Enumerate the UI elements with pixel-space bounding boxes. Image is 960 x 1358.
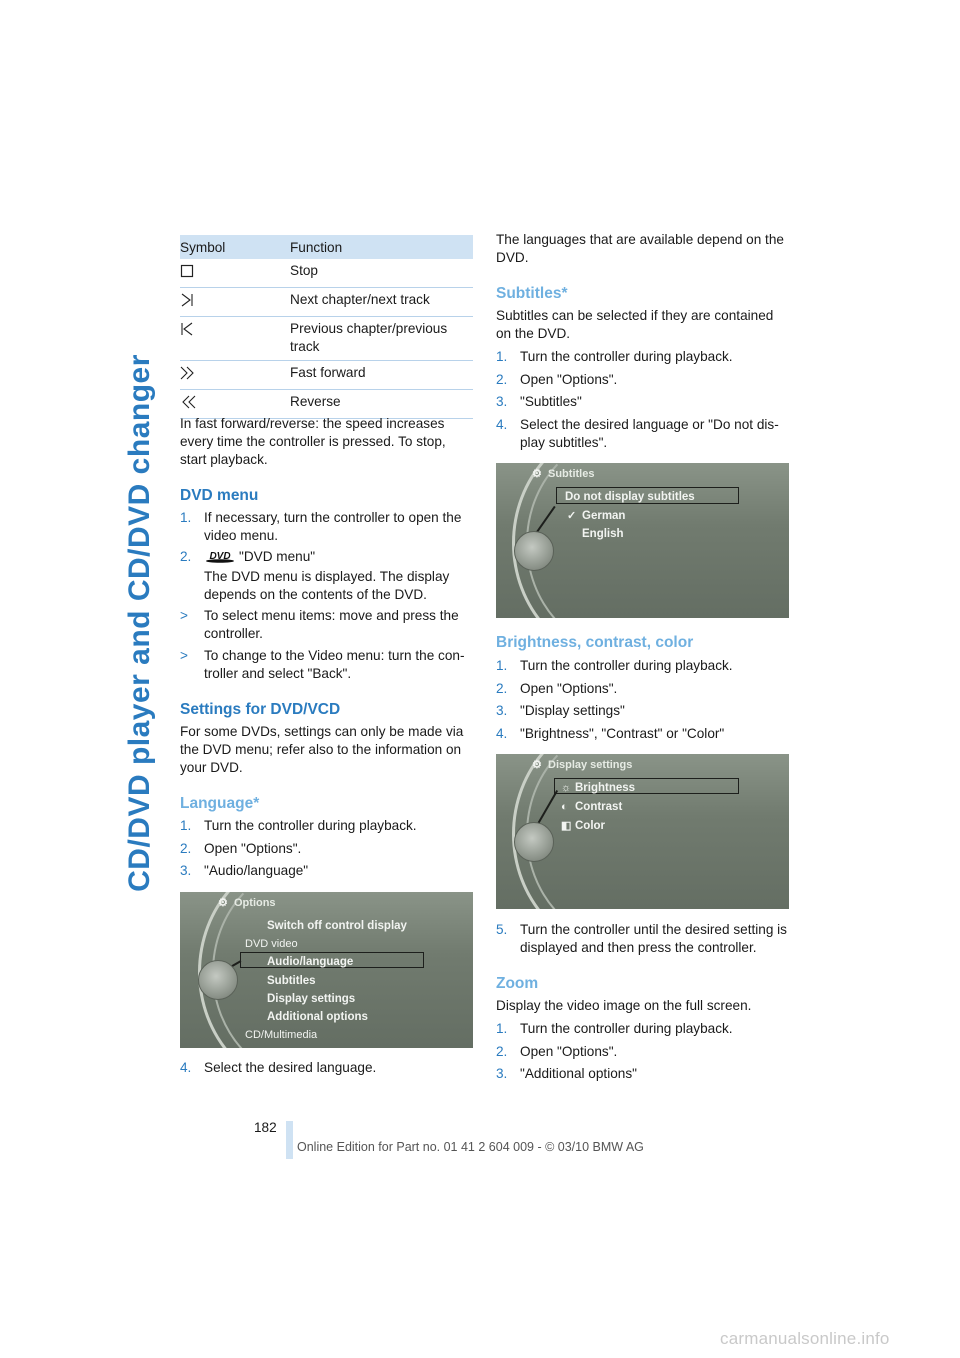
menu-item: Switch off control display bbox=[267, 920, 407, 932]
fast-forward-icon bbox=[180, 366, 196, 380]
controller-knob bbox=[198, 960, 238, 1000]
menu-item: Subtitles bbox=[267, 975, 316, 987]
display-settings-screenshot bbox=[496, 754, 789, 909]
step-text: Turn the controller during playback. bbox=[520, 658, 733, 673]
step-number: 2. bbox=[496, 372, 508, 387]
list-item bbox=[496, 680, 789, 698]
brightness-heading: Brightness, contrast, color bbox=[496, 634, 694, 651]
menu-item: Display settings bbox=[267, 993, 356, 1005]
list-item bbox=[496, 348, 789, 366]
subtitles-heading: Subtitles* bbox=[496, 285, 568, 302]
svg-text:DVD: DVD bbox=[209, 551, 231, 562]
list-item bbox=[496, 416, 789, 452]
step-number: 2. bbox=[496, 681, 508, 696]
menu-item: English bbox=[582, 528, 624, 540]
menu-item: Color bbox=[575, 820, 606, 832]
bullet-text: To change to the Video menu: turn the con-troller and select "Back". bbox=[204, 648, 465, 681]
step-text: "Brightness", "Contrast" or "Color" bbox=[520, 726, 725, 741]
page-number: 182 bbox=[254, 1120, 277, 1135]
next-track-icon bbox=[180, 293, 194, 307]
step-number: 1. bbox=[180, 818, 192, 833]
table-cell-function: Next chapter/next track bbox=[290, 288, 473, 317]
table-cell-function: Reverse bbox=[290, 390, 473, 419]
list-item bbox=[180, 1059, 473, 1077]
controller-knob bbox=[514, 531, 554, 571]
menu-item-selected: Audio/language bbox=[267, 956, 354, 968]
bullet-arrow: > bbox=[180, 608, 188, 623]
step-number: 1. bbox=[496, 1021, 508, 1036]
menu-item-selected: Brightness bbox=[575, 782, 636, 794]
contrast-icon: ◐ bbox=[561, 801, 568, 813]
screen-title: Display settings bbox=[548, 759, 633, 771]
step-number: 2. bbox=[496, 1044, 508, 1059]
brightness-icon: ☼ bbox=[561, 782, 572, 794]
step-number: 3. bbox=[496, 394, 508, 409]
settings-text: For some DVDs, settings can only be made via the DVD menu; refer also to the information on your DVD. bbox=[180, 724, 464, 775]
step-text: Open "Options". bbox=[520, 681, 618, 696]
list-item bbox=[496, 371, 789, 389]
footer-bar bbox=[286, 1121, 293, 1159]
step-text: Turn the controller during playback. bbox=[520, 1021, 733, 1036]
list-item bbox=[496, 657, 789, 675]
menu-item: Additional options bbox=[267, 1011, 368, 1023]
step-number: 3. bbox=[496, 703, 508, 718]
list-item bbox=[180, 647, 473, 683]
step-number: 4. bbox=[180, 1060, 192, 1075]
list-item bbox=[180, 840, 473, 858]
step-number: 1. bbox=[180, 510, 192, 525]
list-item bbox=[496, 725, 789, 743]
list-item bbox=[496, 1020, 789, 1038]
step-number: 2. bbox=[180, 549, 192, 564]
step-number: 4. bbox=[496, 726, 508, 741]
settings-icon: ⚙ bbox=[532, 759, 542, 771]
previous-track-icon bbox=[180, 322, 194, 336]
list-item bbox=[496, 921, 789, 957]
table-row bbox=[180, 288, 473, 317]
subtitles-screenshot bbox=[496, 463, 789, 618]
list-item bbox=[180, 607, 473, 643]
step-text: "Subtitles" bbox=[520, 394, 582, 409]
table-cell-symbol bbox=[180, 317, 290, 361]
table-cell-function: Stop bbox=[290, 259, 473, 288]
dvd-menu-heading: DVD menu bbox=[180, 487, 259, 504]
screen-title: Options bbox=[234, 897, 276, 909]
footer-text: Online Edition for Part no. 01 41 2 604 009 - © 03/10 BMW AG bbox=[297, 1140, 644, 1154]
menu-item-selected: Do not display subtitles bbox=[565, 491, 695, 503]
bullet-text: To select menu items: move and press the controller. bbox=[204, 608, 459, 641]
step-text: "Additional options" bbox=[520, 1066, 637, 1081]
language-heading: Language* bbox=[180, 795, 260, 812]
menu-item: DVD video bbox=[245, 938, 298, 950]
table-cell-function: Previous chapter/previous track bbox=[290, 317, 473, 361]
table-cell-symbol bbox=[180, 361, 290, 390]
step-text: If necessary, turn the controller to open the video menu. bbox=[204, 510, 462, 543]
step-number: 2. bbox=[180, 841, 192, 856]
settings-icon: ⚙ bbox=[532, 468, 542, 480]
list-item bbox=[180, 862, 473, 880]
color-icon: ◧ bbox=[561, 820, 572, 832]
options-icon: ⚙ bbox=[218, 897, 228, 909]
table-header-function: Function bbox=[290, 235, 473, 259]
step-text: "Display settings" bbox=[520, 703, 625, 718]
menu-item: CD/Multimedia bbox=[245, 1029, 318, 1041]
zoom-text: Display the video image on the full screen. bbox=[496, 998, 752, 1013]
reverse-icon bbox=[180, 395, 196, 409]
symbol-table bbox=[180, 235, 473, 419]
step-text: Turn the controller during playback. bbox=[520, 349, 733, 364]
dvd-icon bbox=[204, 550, 236, 568]
table-header-row bbox=[180, 235, 473, 259]
step-number: 1. bbox=[496, 349, 508, 364]
menu-item: German bbox=[582, 510, 626, 522]
ff-reverse-text: In fast forward/reverse: the speed increases every time the controller is pressed. To stop, start playback. bbox=[180, 416, 446, 467]
step-text: Turn the controller during playback. bbox=[204, 818, 417, 833]
step-subtext: The DVD menu is displayed. The display depends on the contents of the DVD. bbox=[204, 569, 450, 602]
step-text: Open "Options". bbox=[204, 841, 302, 856]
stop-icon bbox=[180, 264, 194, 278]
table-row bbox=[180, 259, 473, 288]
table-row bbox=[180, 361, 473, 390]
step-text: Open "Options". bbox=[520, 372, 618, 387]
watermark: carmanualsonline.info bbox=[720, 1329, 890, 1348]
step-number: 1. bbox=[496, 658, 508, 673]
screen-title: Subtitles bbox=[548, 468, 595, 480]
table-cell-function: Fast forward bbox=[290, 361, 473, 390]
checkmark-icon: ✓ bbox=[567, 510, 577, 522]
table-cell-symbol bbox=[180, 288, 290, 317]
step-text: "DVD menu" bbox=[239, 549, 316, 564]
bullet-arrow: > bbox=[180, 648, 188, 663]
chapter-side-title-text: CD/DVD player and CD/DVD changer bbox=[123, 354, 156, 892]
table-row bbox=[180, 317, 473, 361]
step-text: "Audio/language" bbox=[204, 863, 309, 878]
list-item bbox=[180, 817, 473, 835]
step-number: 5. bbox=[496, 922, 508, 937]
list-item bbox=[496, 393, 789, 411]
table-cell-symbol bbox=[180, 259, 290, 288]
list-item bbox=[496, 702, 789, 720]
options-screenshot bbox=[180, 892, 473, 1048]
subtitles-text: Subtitles can be selected if they are contained on the DVD. bbox=[496, 308, 774, 341]
settings-heading: Settings for DVD/VCD bbox=[180, 701, 341, 718]
table-header-symbol: Symbol bbox=[180, 235, 290, 259]
list-item bbox=[180, 509, 473, 545]
step-text: Select the desired language or "Do not dis-play subtitles". bbox=[520, 417, 779, 450]
lang-availability-text: The languages that are available depend on the DVD. bbox=[496, 232, 784, 265]
controller-knob bbox=[514, 822, 554, 862]
zoom-heading: Zoom bbox=[496, 975, 539, 992]
step-text: Turn the controller until the desired setting is displayed and then press the controller. bbox=[520, 922, 787, 955]
step-number: 4. bbox=[496, 417, 508, 432]
step-number: 3. bbox=[496, 1066, 508, 1081]
menu-item: Contrast bbox=[575, 801, 623, 813]
step-text: Select the desired language. bbox=[204, 1060, 377, 1075]
step-number: 3. bbox=[180, 863, 192, 878]
step-body bbox=[204, 548, 473, 604]
list-item bbox=[180, 548, 473, 604]
list-item bbox=[496, 1043, 789, 1061]
chapter-side-title bbox=[118, 228, 162, 1018]
list-item bbox=[496, 1065, 789, 1083]
step-text: Open "Options". bbox=[520, 1044, 618, 1059]
